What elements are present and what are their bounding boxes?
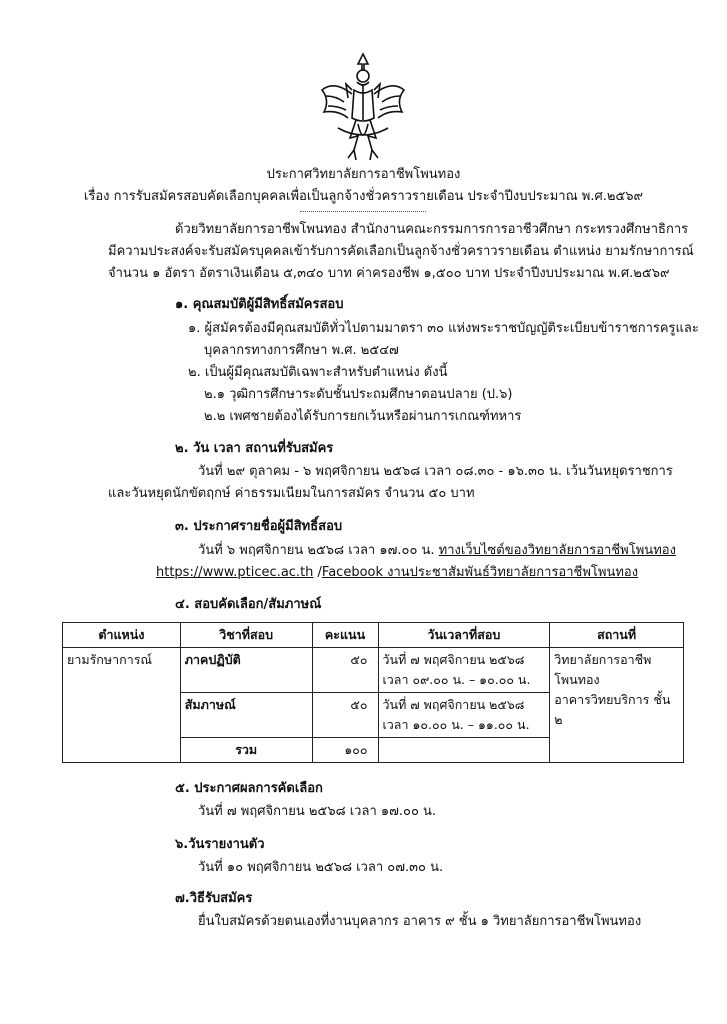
empty-cell	[378, 738, 550, 763]
header-datetime: วันเวลาที่สอบ	[378, 623, 550, 648]
place-line-2: อาคารวิทยบริการ ชั้น ๒	[554, 692, 671, 727]
section-1-item-2: ๒. เป็นผู้มีคุณสมบัติเฉพาะสำหรับตำแหน่ง ดังนี้	[188, 365, 448, 380]
section-4-heading: ๔. สอบคัดเลือก/สัมภาษณ์	[175, 597, 322, 612]
section-2-line-2: และวันหยุดนักขัตฤกษ์ ค่าธรรมเนียมในการสมัคร จำนวน ๕๐ บาท	[108, 486, 475, 501]
title-divider	[300, 211, 426, 212]
garuda-emblem-icon	[318, 50, 408, 165]
table-header-row	[63, 623, 684, 648]
section-1-item-2-2: ๒.๒ เพศชายต้องได้รับการยกเว้นหรือผ่านการเกณฑ์ทหาร	[204, 409, 522, 424]
announcement-title: ประกาศวิทยาลัยการอาชีพโพนทอง	[266, 167, 461, 182]
section-6-heading: ๖.วันรายงานตัว	[175, 837, 265, 852]
header-position: ตำแหน่ง	[63, 623, 181, 648]
college-website-link[interactable]: ทางเว็บไซต์ของวิทยาลัยการอาชีพโพนทอง	[438, 543, 676, 558]
total-label: รวม	[180, 738, 312, 763]
section-7-heading: ๗.วิธีรับสมัคร	[175, 891, 253, 906]
intro-line-3: จำนวน ๑ อัตรา อัตราเงินเดือน ๕,๓๔๐ บาท ค่าครองชีพ ๑,๕๐๐ บาท ประจำปีงบประมาณ พ.ศ.๒๕๖๙	[108, 266, 670, 281]
total-score: ๑๐๐	[312, 738, 378, 763]
subject-cell: ภาคปฏิบัติ	[180, 648, 312, 693]
exam-time: เวลา ๐๙.๐๐ น. – ๑๐.๐๐ น.	[382, 672, 531, 687]
section-1-item-1b: บุคลากรทางการศึกษา พ.ศ. ๒๕๔๗	[204, 343, 399, 358]
header-score: คะแนน	[312, 623, 378, 648]
section-2-heading: ๒. วัน เวลา สถานที่รับสมัคร	[175, 441, 334, 456]
header-place: สถานที่	[550, 623, 684, 648]
exam-date: วันที่ ๗ พฤศจิกายน ๒๕๖๘	[382, 697, 525, 712]
section-2-line-1: วันที่ ๒๙ ตุลาคม - ๖ พฤศจิกายน ๒๕๖๘ เวลา ๐๘.๓๐ - ๑๖.๓๐ น. เว้นวันหยุดราชการ	[198, 464, 673, 479]
table-row	[63, 648, 684, 693]
section-1-heading: ๑. คุณสมบัติผู้มีสิทธิ์สมัครสอบ	[175, 297, 344, 312]
section-3-heading: ๓. ประกาศรายชื่อผู้มีสิทธิ์สอบ	[175, 519, 343, 534]
datetime-cell	[378, 648, 550, 693]
college-url-link[interactable]: https://www.pticec.ac.th	[156, 565, 314, 580]
intro-line-1: ด้วยวิทยาลัยการอาชีพโพนทอง สำนักงานคณะกรรมการการอาชีวศึกษา กระทรวงศึกษาธิการ	[175, 222, 689, 237]
score-cell: ๕๐	[312, 648, 378, 693]
exam-schedule-table	[62, 622, 684, 763]
section-7-line-1: ยื่นใบสมัครด้วยตนเองที่งานบุคลากร อาคาร ๙ ชั้น ๑ วิทยาลัยการอาชีพโพนทอง	[198, 914, 642, 929]
section-3-line-2	[156, 564, 638, 582]
datetime-cell	[378, 693, 550, 738]
section-5-line-1: วันที่ ๗ พฤศจิกายน ๒๕๖๘ เวลา ๑๗.๐๐ น.	[198, 804, 437, 819]
section-5-heading: ๕. ประกาศผลการคัดเลือก	[175, 781, 323, 796]
exam-date: วันที่ ๗ พฤศจิกายน ๒๕๖๘	[382, 652, 525, 667]
place-line-1: วิทยาลัยการอาชีพโพนทอง	[554, 652, 652, 687]
section-3-line-1-text: วันที่ ๖ พฤศจิกายน ๒๕๖๘ เวลา ๑๗.๐๐ น.	[198, 543, 439, 558]
place-cell	[550, 648, 684, 763]
section-1-item-1a: ๑. ผู้สมัครต้องมีคุณสมบัติทั่วไปตามมาตรา ๓๐ แห่งพระราชบัญญัติระเบียบข้าราชการครูและ	[188, 321, 699, 336]
score-cell: ๕๐	[312, 693, 378, 738]
exam-time: เวลา ๑๐.๐๐ น. – ๑๑.๐๐ น.	[382, 717, 530, 732]
header-subject: วิชาที่สอบ	[180, 623, 312, 648]
link-separator: /	[313, 565, 322, 580]
announcement-subject: เรื่อง การรับสมัครสอบคัดเลือกบุคคลเพื่อเป็นลูกจ้างชั่วคราวรายเดือน ประจำปีงบประมาณ พ.ศ.๒๕๖๙	[83, 189, 644, 204]
position-cell: ยามรักษาการณ์	[63, 648, 181, 763]
section-1-item-2-1: ๒.๑ วุฒิการศึกษาระดับชั้นประถมศึกษาตอนปลาย (ป.๖)	[204, 387, 513, 402]
subject-cell: สัมภาษณ์	[180, 693, 312, 738]
section-3-line-1	[198, 542, 676, 560]
facebook-pr-link[interactable]: Facebook งานประชาสัมพันธ์วิทยาลัยการอาชีพโพนทอง	[321, 565, 639, 580]
section-6-line-1: วันที่ ๑๐ พฤศจิกายน ๒๕๖๘ เวลา ๐๗.๓๐ น.	[198, 860, 444, 875]
intro-line-2: มีความประสงค์จะรับสมัครบุคคลเข้ารับการคัดเลือกเป็นลูกจ้างชั่วคราวรายเดือน ตำแหน่ง ยามรักษาการณ์	[108, 244, 694, 259]
